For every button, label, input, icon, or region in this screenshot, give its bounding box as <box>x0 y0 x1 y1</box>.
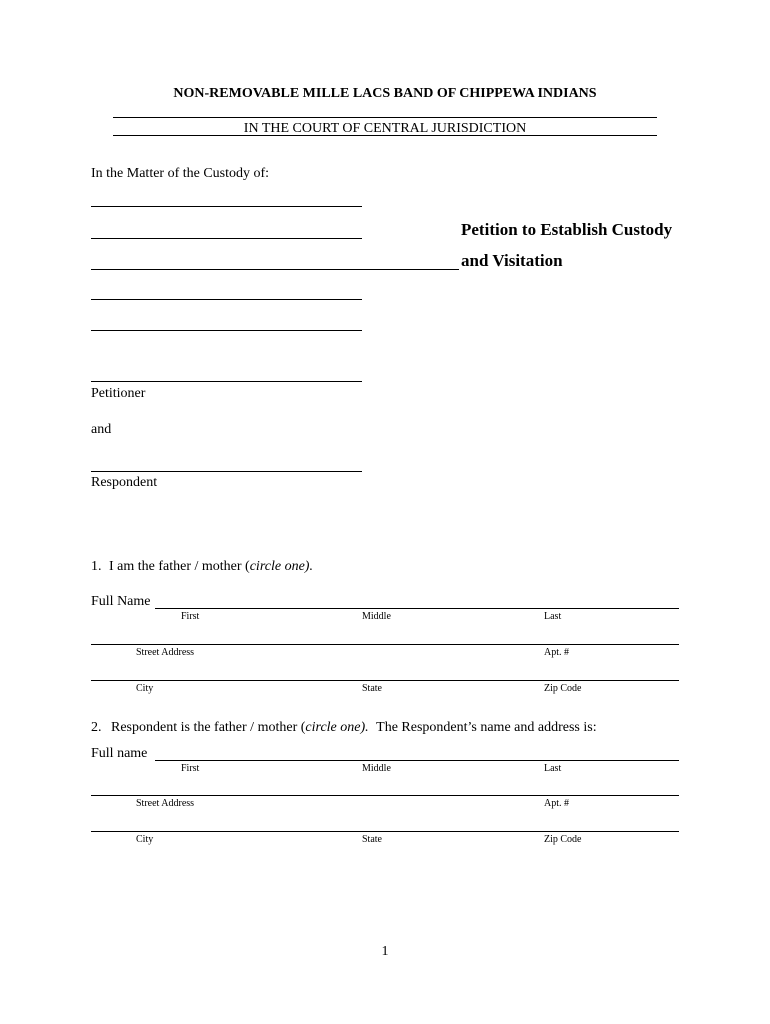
section1-street-label: Street Address <box>136 647 195 658</box>
section1-number: 1. <box>91 559 102 574</box>
section1-state-label: State <box>362 683 382 694</box>
header-divider <box>113 117 657 118</box>
section1-apt-label: Apt. # <box>544 647 569 658</box>
section1-statement <box>91 559 313 575</box>
section2-apt-label: Apt. # <box>544 798 569 809</box>
section1-first-label: First <box>181 611 200 622</box>
section2-state-label: State <box>362 834 382 845</box>
matter-label: In the Matter of the Custody of: <box>91 166 270 181</box>
section2-first-label: First <box>181 763 200 774</box>
section1-city-label: City <box>136 683 154 694</box>
court-name-underline <box>113 135 657 136</box>
court-name: IN THE COURT OF CENTRAL JURISDICTION <box>243 121 527 136</box>
section2-city-label: City <box>136 834 154 845</box>
section2-zip-label: Zip Code <box>544 834 582 845</box>
petitioner-line[interactable] <box>91 381 362 382</box>
section2-statement <box>91 720 597 736</box>
section2-street-label: Street Address <box>136 798 195 809</box>
section2-last-label: Last <box>544 763 562 774</box>
page-number: 1 <box>381 944 389 959</box>
party-line-5[interactable] <box>91 330 362 331</box>
section1-full-name-label: Full Name <box>91 594 151 609</box>
section1-zip-label: Zip Code <box>544 683 582 694</box>
party-line-3[interactable] <box>91 269 459 270</box>
section2-text-after: The Respondent’s name and address is: <box>376 720 597 735</box>
party-line-2[interactable] <box>91 238 362 239</box>
section1-last-label: Last <box>544 611 562 622</box>
section2-full-name-line[interactable] <box>155 760 679 761</box>
respondent-line[interactable] <box>91 471 362 472</box>
section1-circle-one: circle one). <box>249 559 313 574</box>
section2-number: 2. <box>91 720 102 735</box>
party-line-1[interactable] <box>91 206 362 207</box>
section1-full-name-line[interactable] <box>155 608 679 609</box>
section2-full-name-label: Full name <box>91 746 148 761</box>
petitioner-label: Petitioner <box>91 386 146 401</box>
section2-circle-one: circle one). <box>305 720 369 735</box>
respondent-label: Respondent <box>91 475 158 490</box>
section1-text: I am the father / mother ( <box>109 559 250 574</box>
petition-title-line1: Petition to Establish Custody <box>461 220 673 239</box>
section1-street-line[interactable] <box>91 644 679 645</box>
section2-middle-label: Middle <box>362 763 391 774</box>
section2-street-line[interactable] <box>91 795 679 796</box>
section1-middle-label: Middle <box>362 611 391 622</box>
section2-text: Respondent is the father / mother ( <box>111 720 306 735</box>
band-title: NON-REMOVABLE MILLE LACS BAND OF CHIPPEWA INDIANS <box>173 86 597 101</box>
party-line-4[interactable] <box>91 299 362 300</box>
section1-city-line[interactable] <box>91 680 679 681</box>
section2-city-line[interactable] <box>91 831 679 832</box>
and-label: and <box>91 422 112 437</box>
petition-title-line2: and Visitation <box>461 251 563 270</box>
